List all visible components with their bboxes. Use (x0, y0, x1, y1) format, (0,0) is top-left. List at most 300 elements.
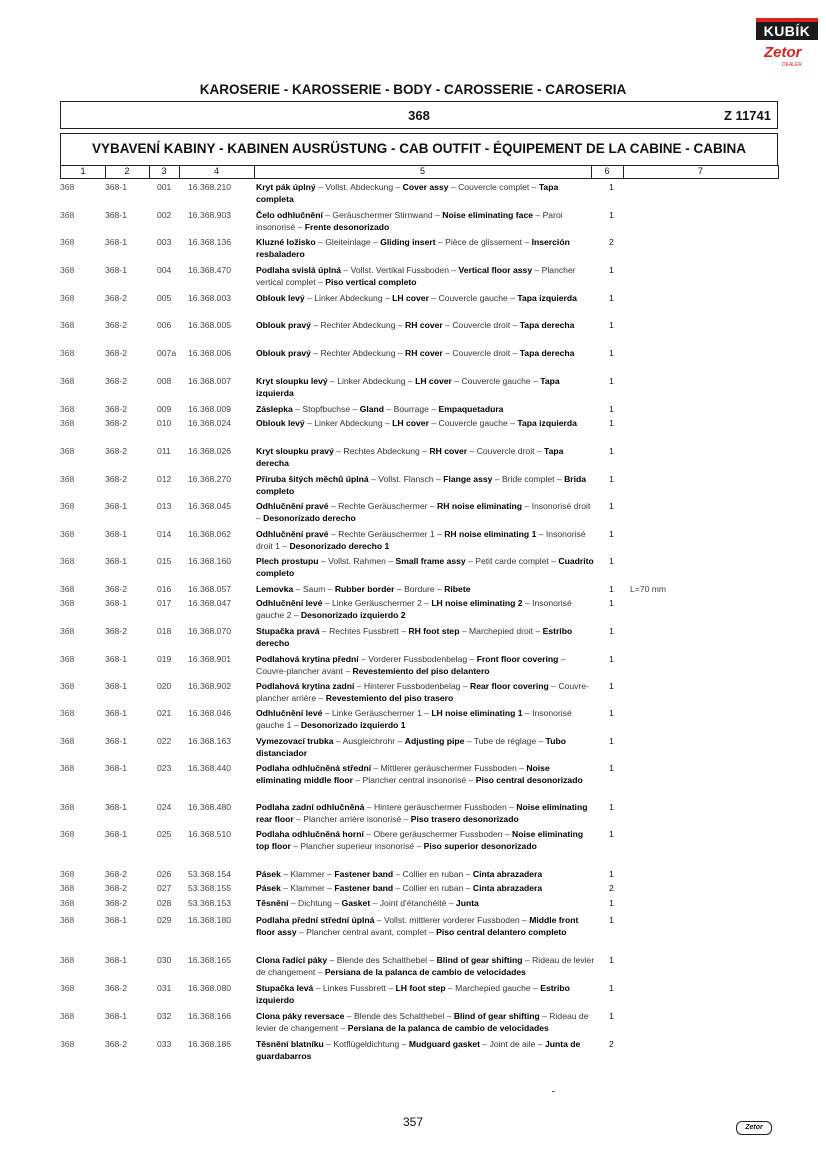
figure-cell: 368-1 (105, 802, 127, 812)
description-cell (256, 897, 596, 909)
description-name: Podlahová krytina zadní (256, 681, 355, 691)
description-es: Junta (455, 898, 479, 908)
description-es: Cinta abrazadera (472, 883, 543, 893)
description-rest: – Gleiteinlage – (315, 237, 381, 247)
description-es: Estribo derecho (256, 626, 573, 649)
quantity-cell: 1 (609, 320, 614, 330)
quantity-cell: 1 (609, 556, 614, 566)
description-en: Vertical floor assy (458, 265, 533, 275)
quantity-cell: 1 (609, 802, 614, 812)
position-cell: 001 (157, 182, 172, 192)
description-es: Desonorizado derecho (263, 513, 356, 524)
figure-cell: 368-2 (105, 883, 127, 893)
description-name: Stupačka levá (256, 983, 314, 993)
part-number-cell: 16.368.480 (188, 802, 232, 812)
figure-cell: 368-2 (105, 446, 127, 456)
description-rest: – Rechter Abdeckung – (310, 320, 406, 330)
column-header-7: 7 (697, 166, 703, 176)
description-es: Estribo izquierdo (256, 983, 570, 1006)
description-fr: – Bourrage – (384, 404, 439, 414)
figure-cell: 368-1 (105, 708, 127, 718)
position-cell: 017 (157, 598, 172, 608)
figure-cell: 368-1 (105, 736, 127, 746)
description-en: RH noise eliminating 1 (444, 529, 537, 539)
description-fr: – Couvercle droit – (442, 348, 520, 358)
description-rest: – Linke Geräuschermer 1 – (322, 708, 432, 718)
description-en: Cover assy (402, 182, 449, 192)
description-name: Odhlučnění levé (256, 708, 323, 718)
group-cell: 368 (60, 898, 75, 908)
description-en: Fastener band (334, 869, 394, 879)
description-es: Tapa derecha (256, 446, 564, 469)
description-fr: – Bride complet – (492, 474, 565, 484)
description-fr: – Insonorisé droit – (256, 501, 591, 524)
description-fr: – Insonorisé gauche 2 – (256, 598, 572, 621)
description-cell (256, 1010, 596, 1035)
group-cell: 368 (60, 598, 75, 608)
description-name: Čelo odhlučnění (256, 210, 323, 220)
description-name: Těsnění blatníku (256, 1039, 324, 1049)
description-en: RH cover (405, 320, 443, 330)
group-cell: 368 (60, 348, 75, 358)
description-es: Tubo distanciador (256, 736, 567, 759)
group-cell: 368 (60, 182, 75, 192)
part-number-cell: 53.368.153 (188, 898, 232, 908)
description-name: Podlaha odhlučněná horní (256, 829, 364, 839)
description-en: Noise eliminating face (442, 210, 534, 220)
position-cell: 029 (157, 915, 172, 925)
description-es: Piso trasero desonorizado (410, 814, 519, 825)
quantity-cell: 1 (609, 376, 614, 386)
description-es: Empaquetadura (438, 404, 504, 414)
description-es: Persiana de la palanca de cambio de velocidades (347, 1023, 549, 1034)
catalog-code: Z 11741 (724, 108, 771, 123)
group-cell: 368 (60, 1039, 75, 1049)
description-en: LH cover (415, 376, 452, 386)
description-cell (256, 209, 596, 234)
description-rest: – Vollst. Abdeckung – (315, 182, 403, 192)
description-es: Revestemiento del piso delantero (352, 666, 490, 677)
description-cell (256, 868, 596, 880)
figure-cell: 368-1 (105, 829, 127, 839)
description-cell (256, 828, 596, 853)
description-fr: – Couvercle complet – (448, 182, 539, 192)
description-cell (256, 264, 596, 289)
description-rest: – Hinterer Fussbodenbelag – (354, 681, 470, 691)
figure-cell: 368-1 (105, 1011, 127, 1021)
quantity-cell: 1 (609, 210, 614, 220)
description-rest: – Geräuschermer Stirnwand – (322, 210, 443, 220)
description-es: Tapa completa (256, 182, 559, 205)
description-cell (256, 680, 596, 705)
figure-cell: 368-2 (105, 898, 127, 908)
column-header-row (60, 165, 779, 179)
description-rest: – Rechte Geräuschermer 1 – (328, 529, 445, 539)
group-cell: 368 (60, 376, 75, 386)
description-rest: – Kotflügeldichtung – (323, 1039, 409, 1049)
description-name: Clona páky reversace (256, 1011, 345, 1021)
column-header-5: 5 (419, 166, 425, 176)
group-cell: 368 (60, 626, 75, 636)
quantity-cell: 1 (609, 983, 614, 993)
description-fr: – Plancher central insonorisé – (352, 775, 476, 786)
description-fr: – Couvercle droit – (442, 320, 520, 330)
part-number-cell: 16.368.903 (188, 210, 232, 220)
group-cell: 368 (60, 736, 75, 746)
description-cell (256, 707, 596, 732)
description-name: Kryt sloupku pravý (256, 446, 334, 456)
group-cell: 368 (60, 883, 75, 893)
quantity-cell: 1 (609, 501, 614, 511)
description-name: Vymezovací trubka (256, 736, 334, 746)
description-name: Pásek (256, 883, 281, 893)
quantity-cell: 1 (609, 293, 614, 303)
column-header-6: 6 (604, 166, 610, 176)
description-fr: – Couvercle gauche – (451, 376, 541, 386)
part-number-cell: 16.368.005 (188, 320, 232, 330)
description-cell (256, 445, 596, 470)
part-number-cell: 16.368.160 (188, 556, 232, 566)
position-cell: 027 (157, 883, 172, 893)
description-name: Odhlučnění levé (256, 598, 323, 608)
description-rest: – Dichtung – (288, 898, 342, 908)
figure-cell: 368-1 (105, 265, 127, 275)
zetor-footer-mark: Zetor (736, 1121, 772, 1135)
group-cell: 368 (60, 265, 75, 275)
group-cell: 368 (60, 654, 75, 664)
position-cell: 015 (157, 556, 172, 566)
description-cell (256, 236, 596, 261)
description-cell (256, 417, 596, 429)
description-es: Ribete (444, 584, 471, 594)
description-en: Noise eliminating top floor (256, 829, 584, 852)
description-fr: – Joint de aile – (480, 1039, 545, 1049)
quantity-cell: 1 (609, 1011, 614, 1021)
description-cell (256, 528, 596, 553)
part-number-cell: 16.368.024 (188, 418, 232, 428)
figure-cell: 368-1 (105, 915, 127, 925)
description-es: Piso central delantero completo (436, 927, 567, 938)
description-cell (256, 403, 596, 415)
description-fr: – Couvercle droit – (467, 446, 545, 456)
part-number-cell: 16.368.045 (188, 501, 232, 511)
part-number-cell: 16.368.136 (188, 237, 232, 247)
position-cell: 028 (157, 898, 172, 908)
quantity-cell: 1 (609, 182, 614, 192)
description-fr: – Bordure – (394, 584, 445, 594)
position-cell: 018 (157, 626, 172, 636)
part-number-cell: 53.368.154 (188, 869, 232, 879)
description-cell (256, 954, 596, 979)
figure-cell: 368-2 (105, 626, 127, 636)
position-cell: 014 (157, 529, 172, 539)
description-rest: – Rechter Abdeckung – (310, 348, 406, 358)
position-cell: 003 (157, 237, 172, 247)
description-es: Piso vertical completo (325, 277, 417, 288)
description-rest: – Linker Abdeckung – (304, 418, 393, 428)
description-rest: – Rechte Geräuschermer – (328, 501, 438, 511)
group-cell: 368 (60, 446, 75, 456)
description-en: Middle front floor assy (256, 915, 579, 938)
position-cell: 022 (157, 736, 172, 746)
position-cell: 004 (157, 265, 172, 275)
group-cell: 368 (60, 529, 75, 539)
position-cell: 021 (157, 708, 172, 718)
description-es: Frente desonorizado (304, 222, 390, 233)
description-en: RH foot step (408, 626, 460, 636)
description-fr: – Couvre-plancher avant – (256, 654, 566, 677)
description-cell (256, 555, 596, 580)
section-title: VYBAVENÍ KABINY - KABINEN AUSRÜSTUNG - CAB OUTFIT - ÉQUIPEMENT DE LA CABINE - CABINA (91, 141, 746, 156)
figure-cell: 368-2 (105, 404, 127, 414)
group-cell: 368 (60, 474, 75, 484)
group-cell: 368 (60, 210, 75, 220)
description-fr: – Plancher central avant, complet – (296, 927, 437, 938)
kubik-zetor-logo (756, 14, 818, 70)
description-rest: – Mittlerer geräuschermer Fussboden – (371, 763, 527, 773)
group-cell: 368 (60, 556, 75, 566)
quantity-cell: 1 (609, 654, 614, 664)
group-cell: 368 (60, 293, 75, 303)
part-number-cell: 16.368.510 (188, 829, 232, 839)
description-rest: – Linke Geräuschermer 2 – (322, 598, 432, 608)
description-name: Příruba šitých měchů úplná (256, 474, 369, 484)
description-rest: – Klammer – (280, 869, 335, 879)
figure-cell: 368-1 (105, 182, 127, 192)
description-en: Noise eliminating rear floor (256, 802, 588, 825)
quantity-cell: 1 (609, 736, 614, 746)
description-es: Tapa derecha (519, 320, 575, 330)
description-rest: – Blende des Schalthebel – (344, 1011, 454, 1021)
group-cell: 368 (60, 404, 75, 414)
description-name: Kluzné ložisko (256, 237, 316, 247)
description-name: Kryt pák úplný (256, 182, 316, 192)
group-cell: 368 (60, 501, 75, 511)
part-number-cell: 16.368.047 (188, 598, 232, 608)
description-en: RH noise eliminating (437, 501, 523, 511)
description-rest: – Blende des Schalthebel – (327, 955, 437, 965)
description-cell (256, 653, 596, 678)
description-es: Tapa izquierda (256, 376, 560, 399)
part-number-cell: 16.368.062 (188, 529, 232, 539)
position-cell: 005 (157, 293, 172, 303)
description-cell (256, 625, 596, 650)
quantity-cell: 1 (609, 626, 614, 636)
description-es: Piso central desonorizado (475, 775, 583, 786)
figure-cell: 368-1 (105, 654, 127, 664)
quantity-cell: 1 (609, 598, 614, 608)
description-cell (256, 762, 596, 787)
description-cell (256, 801, 596, 826)
part-number-cell: 16.368.902 (188, 681, 232, 691)
description-fr: – Rideau de levier de changement – (256, 955, 595, 978)
description-cell (256, 735, 596, 760)
part-number-cell: 16.368.165 (188, 955, 232, 965)
quantity-cell: 1 (609, 529, 614, 539)
description-en: Rear floor covering (469, 681, 549, 691)
part-number-cell: 53.368.155 (188, 883, 232, 893)
group-cell: 368 (60, 915, 75, 925)
description-rest: – Linker Abdeckung – (304, 293, 393, 303)
position-cell: 019 (157, 654, 172, 664)
description-en: RH cover (405, 348, 443, 358)
description-rest: – Linker Abdeckung – (327, 376, 416, 386)
logo-brand: KUBÍK (756, 22, 818, 40)
description-name: Podlahová krytina přední (256, 654, 359, 664)
description-fr: – Plancher vertical complet – (256, 265, 576, 288)
group-cell: 368 (60, 983, 75, 993)
page-number: 357 (402, 1115, 424, 1129)
figure-cell: 368-2 (105, 348, 127, 358)
figure-cell: 368-1 (105, 501, 127, 511)
description-rest: – Saum – (293, 584, 335, 594)
description-es: Brida completo (256, 474, 587, 497)
group-cell: 368 (60, 708, 75, 718)
group-cell: 368 (60, 320, 75, 330)
description-rest: – Rechtes Abdeckung – (333, 446, 430, 456)
description-es: Tapa izquierda (517, 418, 577, 428)
part-number-cell: 16.368.007 (188, 376, 232, 386)
description-cell (256, 1038, 596, 1063)
description-name: Těsnění (256, 898, 289, 908)
description-en: Front floor covering (476, 654, 559, 664)
group-cell: 368 (60, 584, 75, 594)
figure-cell: 368-2 (105, 584, 127, 594)
figure-cell: 368-1 (105, 556, 127, 566)
part-number-cell: 16.368.180 (188, 915, 232, 925)
description-en: Noise eliminating middle floor (256, 763, 550, 786)
description-fr: – Marchepied droit – (459, 626, 543, 636)
logo-note: DEALER (782, 62, 803, 68)
description-fr: – Couvercle gauche – (428, 418, 518, 428)
description-name: Podlaha odhlučněná střední (256, 763, 372, 773)
quantity-cell: 1 (609, 265, 614, 275)
group-header-box (60, 101, 778, 129)
column-header-3: 3 (161, 166, 167, 176)
description-es: Cinta abrazadera (472, 869, 543, 879)
description-cell (256, 583, 596, 595)
description-en: Small frame assy (395, 556, 466, 566)
description-name: Odhlučnění pravé (256, 501, 329, 511)
description-fr: – Marchepied gauche – (445, 983, 541, 993)
quantity-cell: 1 (609, 584, 614, 594)
description-en: LH cover (392, 418, 429, 428)
description-rest: – Vollst. Rahmen – (318, 556, 396, 566)
description-en: LH noise eliminating 2 (431, 598, 523, 608)
description-en: Mudguard gasket (408, 1039, 481, 1049)
group-cell: 368 (60, 955, 75, 965)
description-name: Podlaha zadní odhlučněná (256, 802, 365, 812)
description-rest: – Rechtes Fussbrett – (319, 626, 409, 636)
group-number: 368 (408, 108, 430, 123)
quantity-cell: 1 (609, 898, 614, 908)
group-cell: 368 (60, 802, 75, 812)
description-fr: – Plancher superieur insonorisé – (290, 841, 424, 852)
description-es: Inserción resbaladero (256, 237, 570, 260)
group-cell: 368 (60, 829, 75, 839)
description-name: Kryt sloupku levý (256, 376, 328, 386)
description-name: Podlaha svislá úplná (256, 265, 342, 275)
figure-cell: 368-1 (105, 763, 127, 773)
quantity-cell: 1 (609, 348, 614, 358)
group-cell: 368 (60, 1011, 75, 1021)
page-title: KAROSERIE - KAROSSERIE - BODY - CAROSSERIE - CAROSERIA (199, 82, 627, 97)
position-cell: 002 (157, 210, 172, 220)
quantity-cell: 1 (609, 869, 614, 879)
figure-cell: 368-2 (105, 1039, 127, 1049)
position-cell: 006 (157, 320, 172, 330)
part-number-cell: 16.368.006 (188, 348, 232, 358)
figure-cell: 368-2 (105, 869, 127, 879)
description-rest: – Vollst. Flansch – (368, 474, 444, 484)
description-es: Desonorizado izquierdo 1 (300, 720, 406, 731)
description-cell (256, 914, 596, 939)
description-cell (256, 882, 596, 894)
quantity-cell: 1 (609, 763, 614, 773)
description-es: Tapa derecha (519, 348, 575, 358)
part-number-cell: 16.368.080 (188, 983, 232, 993)
description-es: Revestemiento del piso trasero (325, 693, 454, 704)
description-fr: – Tube de réglage – (464, 736, 546, 746)
description-cell (256, 292, 596, 304)
position-cell: 024 (157, 802, 172, 812)
position-cell: 008 (157, 376, 172, 386)
figure-cell: 368-2 (105, 320, 127, 330)
position-cell: 026 (157, 869, 172, 879)
column-header-1: 1 (80, 166, 86, 176)
description-rest: – Linkes Fussbrett – (313, 983, 396, 993)
description-rest: – Klammer – (280, 883, 335, 893)
description-rest: – Obere geräuschermer Fussboden – (363, 829, 512, 839)
group-cell: 368 (60, 681, 75, 691)
description-fr: – Insonorisé droit 1 – (256, 529, 586, 552)
description-en: Gasket (341, 898, 371, 908)
description-cell (256, 347, 596, 359)
figure-cell: 368-1 (105, 955, 127, 965)
part-number-cell: 16.368.210 (188, 182, 232, 192)
description-name: Pásek (256, 869, 281, 879)
position-cell: 032 (157, 1011, 172, 1021)
description-en: Rubber border (334, 584, 395, 594)
position-cell: 020 (157, 681, 172, 691)
description-name: Oblouk levý (256, 293, 305, 303)
description-en: LH cover (392, 293, 429, 303)
part-number-cell: 16.368.166 (188, 1011, 232, 1021)
description-name: Oblouk levý (256, 418, 305, 428)
description-fr: – Rideau de levier de changement – (256, 1011, 589, 1034)
part-number-cell: 16.368.901 (188, 654, 232, 664)
description-es: Tapa izquierda (517, 293, 577, 303)
position-cell: 010 (157, 418, 172, 428)
note-cell: L=70 mm (630, 584, 667, 594)
part-number-cell: 16.368.009 (188, 404, 232, 414)
description-name: Podlaha přední střední úplná (256, 915, 375, 925)
figure-cell: 368-2 (105, 418, 127, 428)
part-number-cell: 16.368.186 (188, 1039, 232, 1049)
group-cell: 368 (60, 869, 75, 879)
part-number-cell: 16.368.163 (188, 736, 232, 746)
description-fr: – Joint d'étanchéité – (370, 898, 456, 908)
position-cell: 011 (157, 446, 171, 456)
group-cell: 368 (60, 237, 75, 247)
position-cell: 016 (157, 584, 172, 594)
description-fr: – Insonorisé gauche 1 – (256, 708, 572, 731)
description-cell (256, 597, 596, 622)
quantity-cell: 2 (609, 883, 614, 893)
description-name: Lemovka (256, 584, 294, 594)
part-number-cell: 16.368.057 (188, 584, 232, 594)
description-rest: – Vollst. mittlerer vorderer Fussboden – (374, 915, 530, 925)
